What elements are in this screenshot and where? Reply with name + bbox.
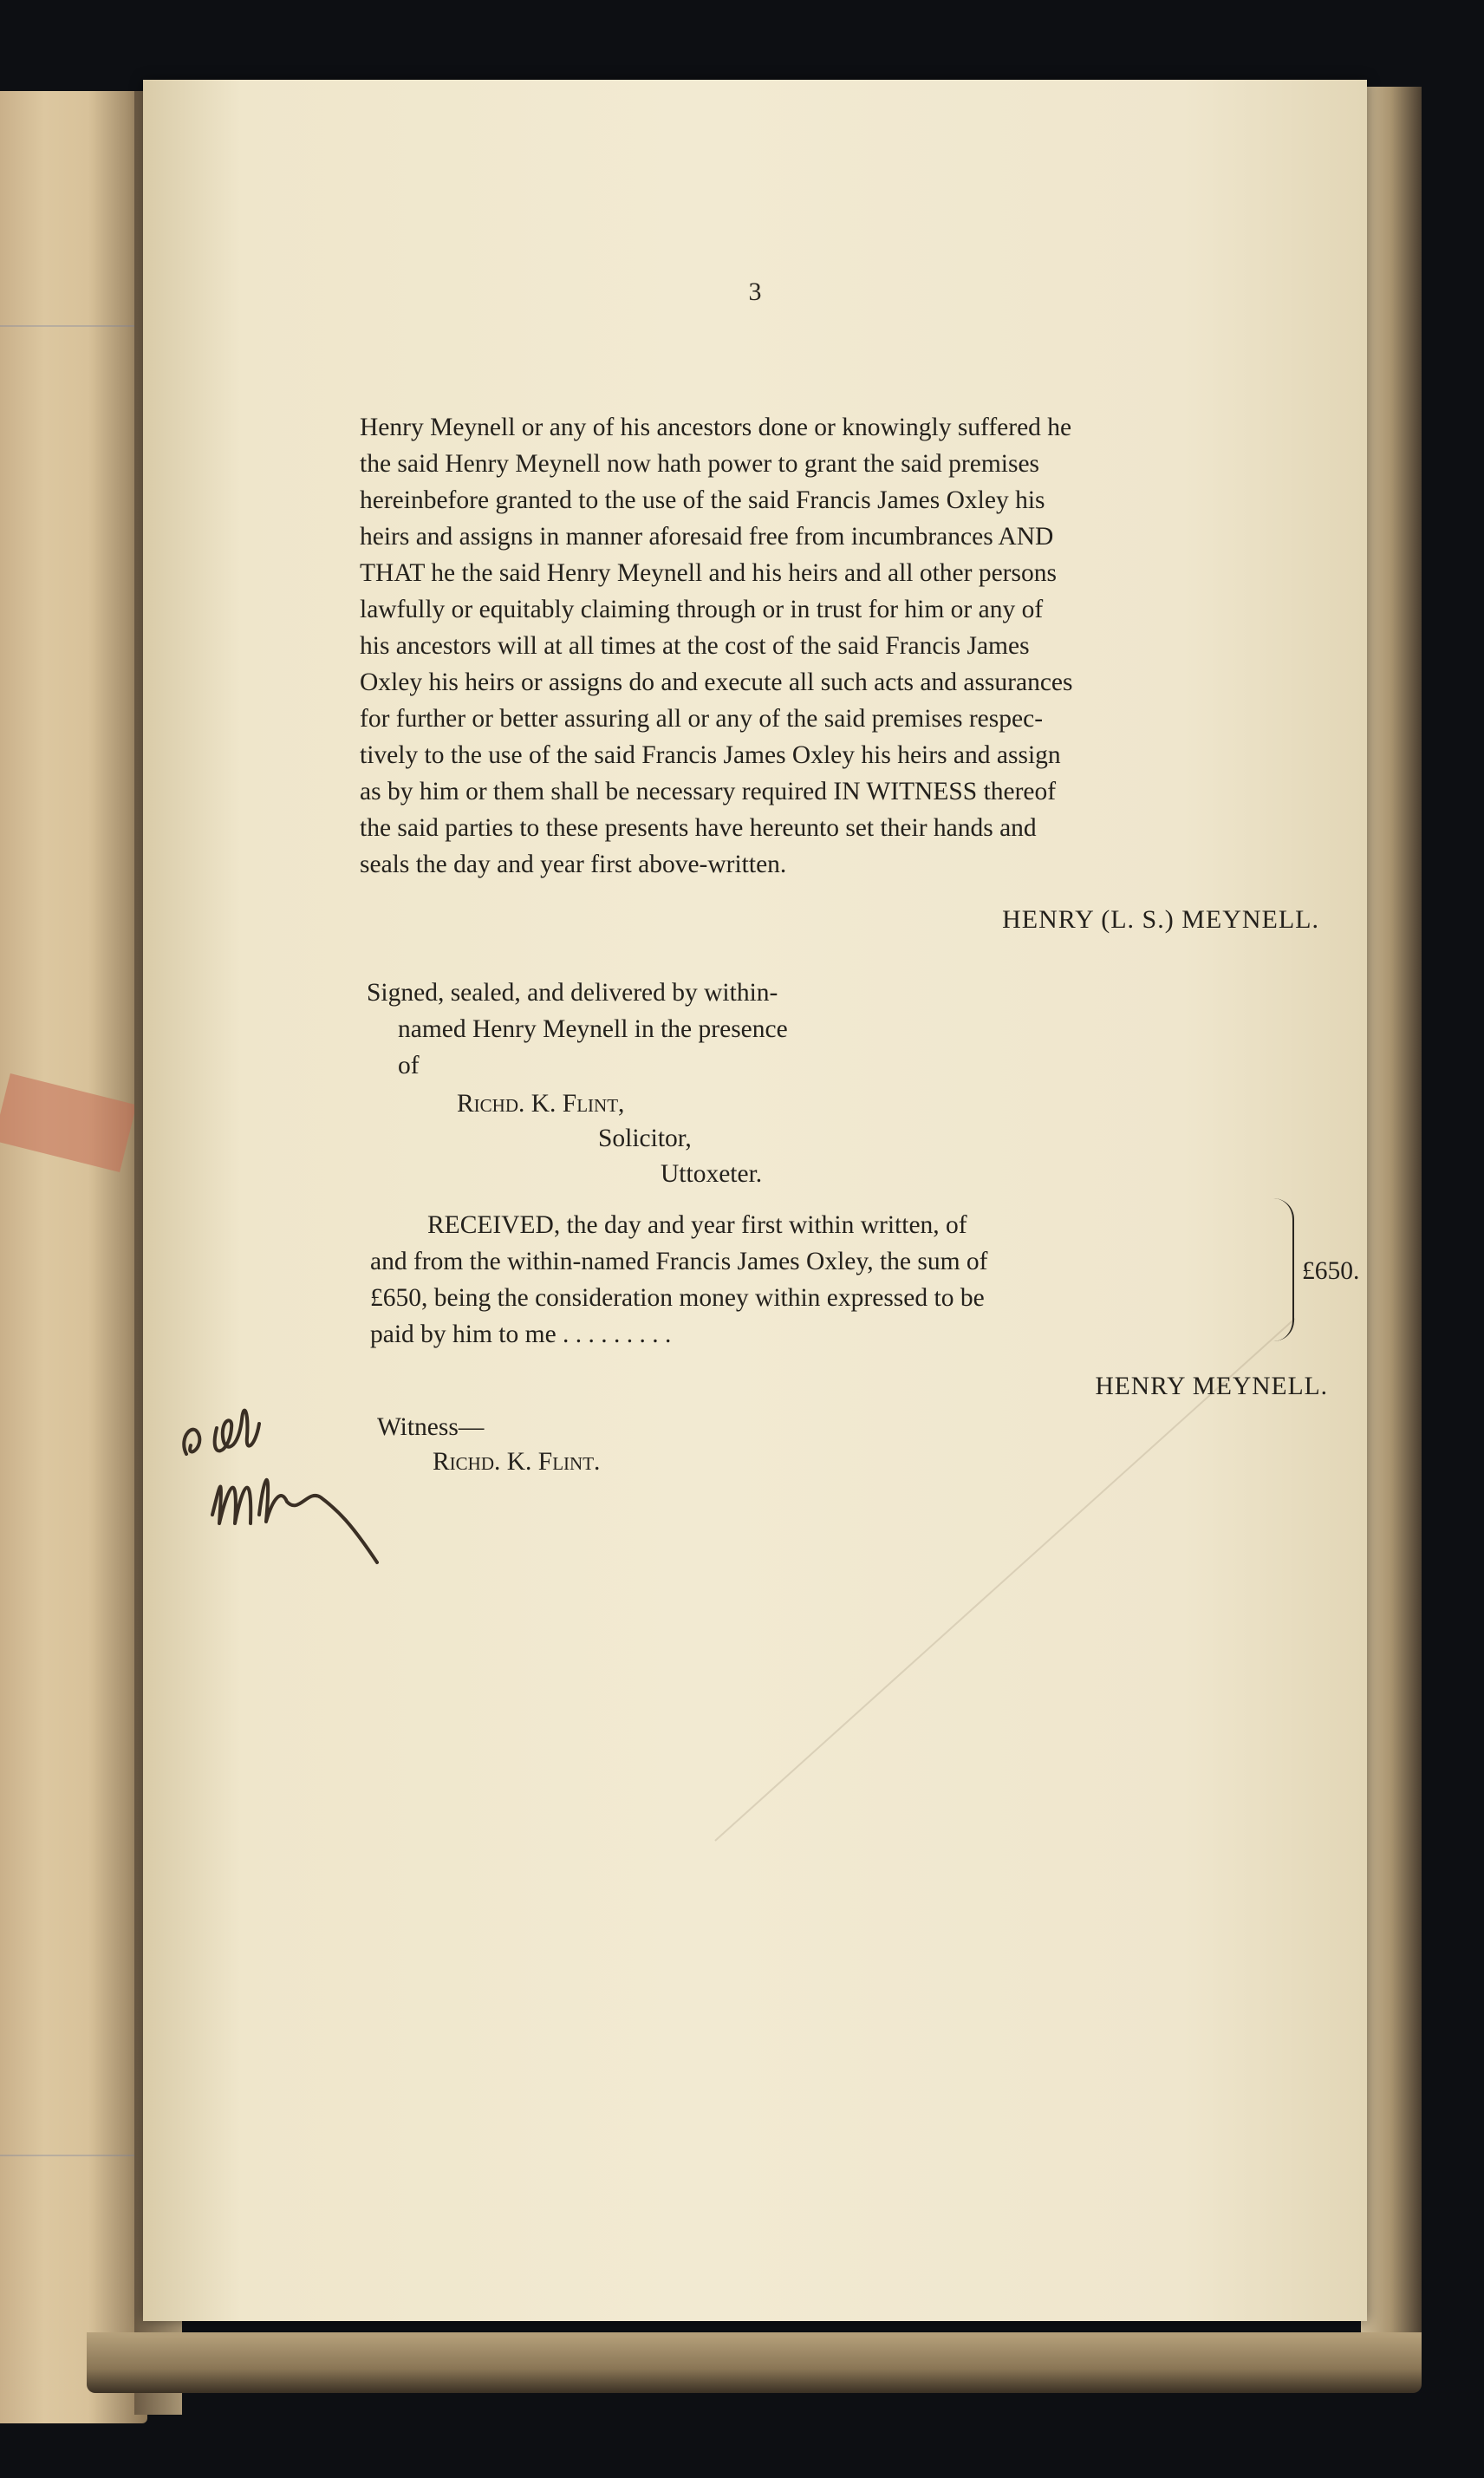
body-line: THAT he the said Henry Meynell and his heirs and all other persons [360, 559, 1057, 587]
body-line: the said Henry Meynell now hath power to grant the said premises [360, 450, 1040, 478]
receipt-brace [1270, 1198, 1294, 1341]
handwritten-signature [169, 1385, 412, 1584]
document-page [143, 80, 1367, 2321]
attestation-clause [367, 975, 1025, 1084]
body-line: as by him or them shall be necessary required IN WITNESS thereof [360, 778, 1057, 805]
receipt-line: RECEIVED, the day and year first within written, of [427, 1211, 967, 1239]
witness-name: Richd. K. Flint. [433, 1448, 601, 1476]
receipt-clause [370, 1207, 1263, 1353]
body-line: for further or better assuring all or any of the said premises respec- [360, 705, 1044, 733]
ruled-line [0, 2155, 139, 2156]
attestation-line: Signed, sealed, and delivered by within- [367, 979, 778, 1007]
witness-role: Solicitor, [598, 1125, 692, 1152]
receipt-line: and from the within-named Francis James Oxley, the sum of [370, 1248, 988, 1275]
witness-label: Witness— [377, 1413, 485, 1441]
book-bottom-edge [87, 2332, 1422, 2393]
receipt-line: paid by him to me . . . . . . . . . [370, 1321, 672, 1348]
body-line: Henry Meynell or any of his ancestors done or knowingly suffered he [360, 414, 1072, 441]
grantor-signature-line: HENRY (L. S.) MEYNELL. [1002, 905, 1319, 934]
receipt-signature-line: HENRY MEYNELL. [1095, 1373, 1328, 1400]
left-page-edge [0, 91, 147, 2423]
attestation-line: of [398, 1052, 420, 1079]
body-line: hereinbefore granted to the use of the said Francis James Oxley his [360, 486, 1045, 514]
body-line: seals the day and year first above-written. [360, 851, 787, 878]
body-line: his ancestors will at all times at the cost of the said Francis James [360, 632, 1030, 660]
receipt-amount: £650. [1302, 1257, 1360, 1285]
body-line: heirs and assigns in manner aforesaid free from incumbrances AND [360, 523, 1054, 551]
attestation-line: named Henry Meynell in the presence [398, 1015, 788, 1043]
pink-tape-mark [0, 1073, 136, 1172]
body-line: lawfully or equitably claiming through or in trust for him or any of [360, 596, 1044, 623]
witness-place: Uttoxeter. [661, 1160, 763, 1188]
deed-body-paragraph [360, 409, 1378, 883]
page-number: 3 [748, 277, 762, 306]
body-line: tively to the use of the said Francis James Oxley his heirs and assign [360, 741, 1061, 769]
body-line: Oxley his heirs or assigns do and execute all such acts and assurances [360, 668, 1073, 696]
receipt-line: £650, being the consideration money within expressed to be [370, 1284, 985, 1312]
ruled-line [0, 325, 139, 327]
body-line: the said parties to these presents have hereunto set their hands and [360, 814, 1037, 842]
witness-name: Richd. K. Flint, [457, 1090, 625, 1118]
